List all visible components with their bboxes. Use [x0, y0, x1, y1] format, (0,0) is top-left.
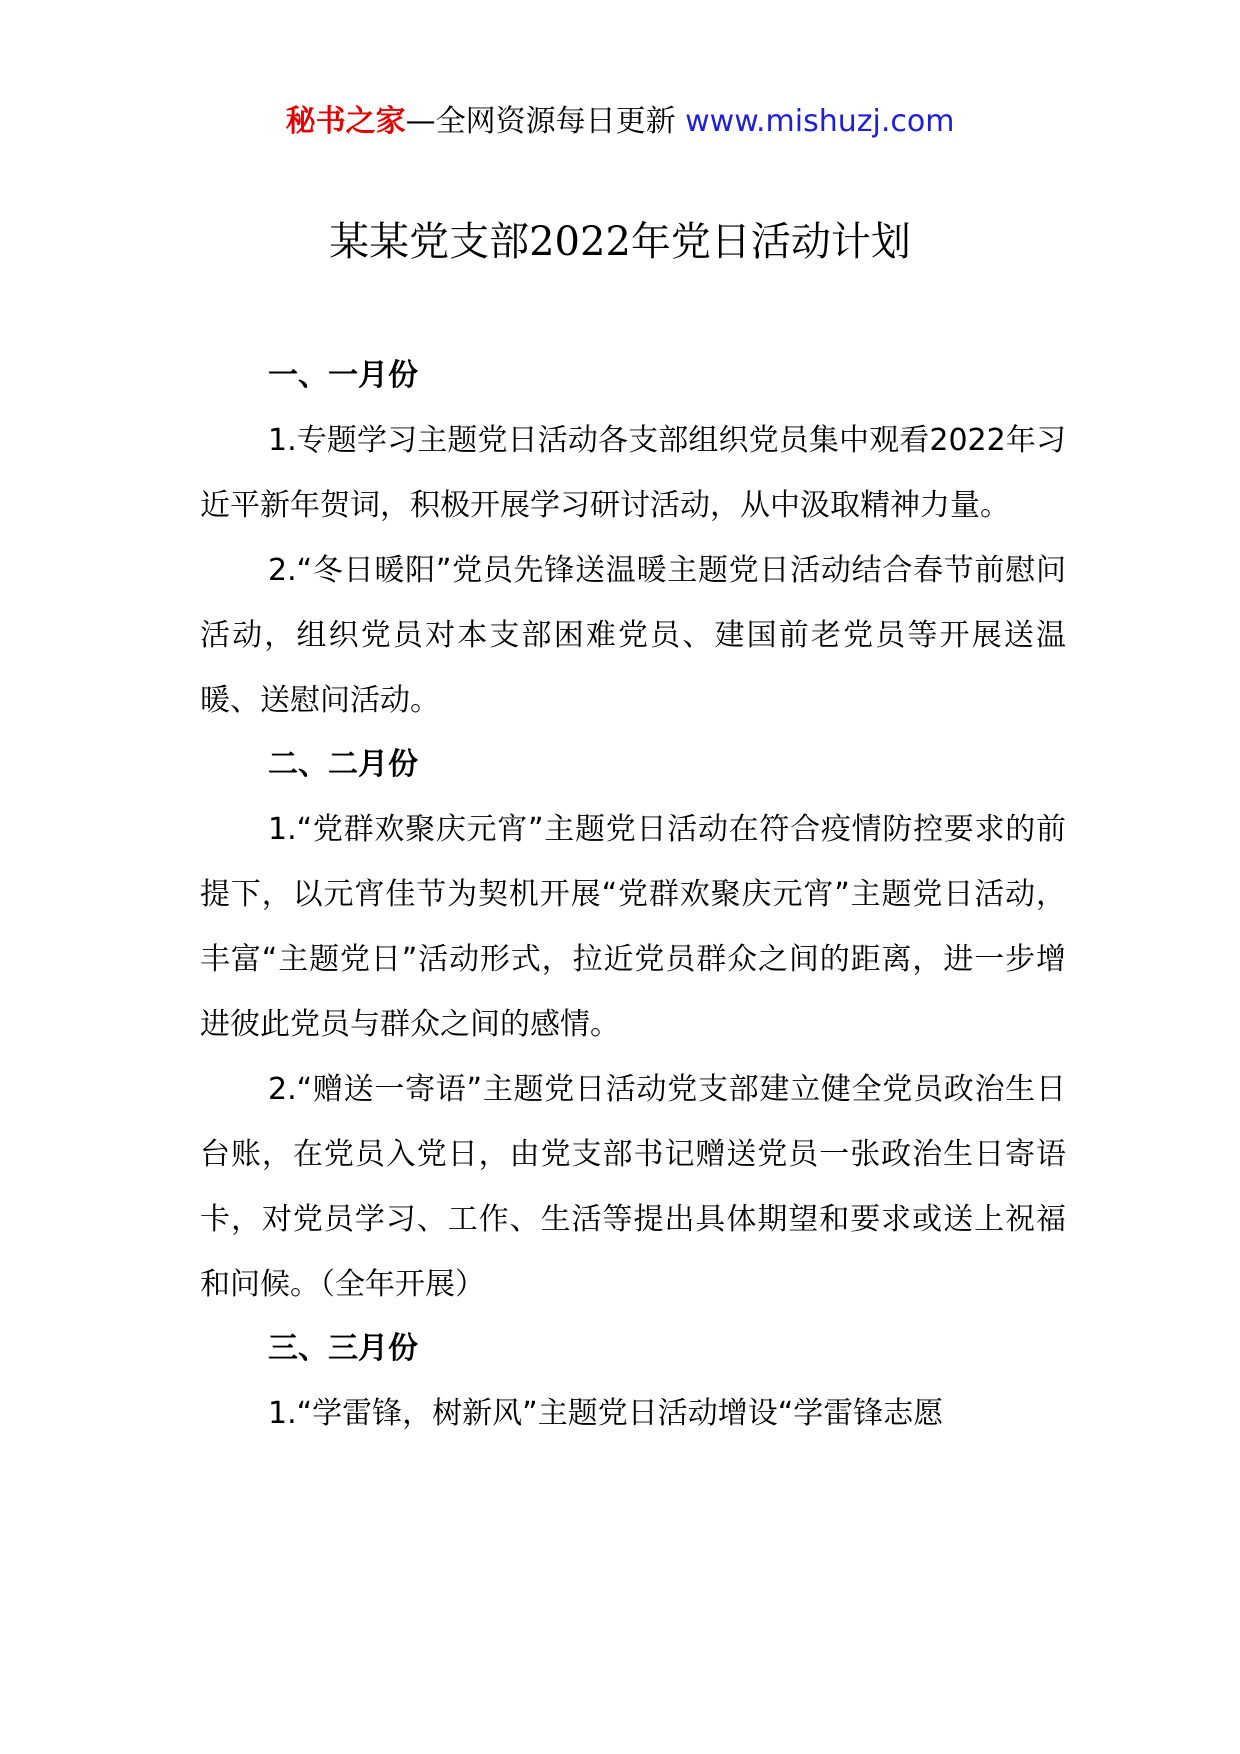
document-title: 某某党支部2022年党日活动计划	[329, 219, 911, 265]
january-item-1: 1.专题学习主题党日活动各支部组织党员集中观看2022年习近平新年贺词，积极开展学习研讨活动，从中汲取精神力量。	[200, 423, 1066, 523]
february-item-2: 2.“赠送一寄语”主题党日活动党支部建立健全党员政治生日台账，在党员入党日，由党支部书记赠送党员一张政治生日寄语卡，对党员学习、工作、生活等提出具体期望和要求或送上祝福和问候。（全年开展）	[200, 1072, 1066, 1302]
january-item-2: 2.“冬日暖阳”党员先锋送温暖主题党日活动结合春节前慰问活动，组织党员对本支部困难党员、建国前老党员等开展送温暖、送慰问活动。	[200, 553, 1066, 718]
section-heading-march: 三、三月份	[268, 1331, 418, 1366]
section-heading-january: 一、一月份	[268, 358, 418, 393]
march-item-1: 1.“学雷锋，树新风”主题党日活动增设“学雷锋志愿	[268, 1396, 944, 1431]
header-tagline: —全网资源每日更新	[405, 104, 686, 139]
document-body	[200, 344, 1066, 1446]
site-header	[0, 100, 1240, 144]
february-item-1: 1.“党群欢聚庆元宵”主题党日活动在符合疫情防控要求的前提下，以元宵佳节为契机开展“党群欢聚庆元宵”主题党日活动，丰富“主题党日”活动形式，拉近党员群众之间的距离，进一步增进彼此党员与群众之间的感情。	[200, 812, 1066, 1042]
brand-name: 秘书之家	[285, 104, 406, 139]
site-url-link[interactable]: www.mishuzj.com	[685, 104, 955, 139]
section-heading-february: 二、二月份	[268, 747, 418, 782]
